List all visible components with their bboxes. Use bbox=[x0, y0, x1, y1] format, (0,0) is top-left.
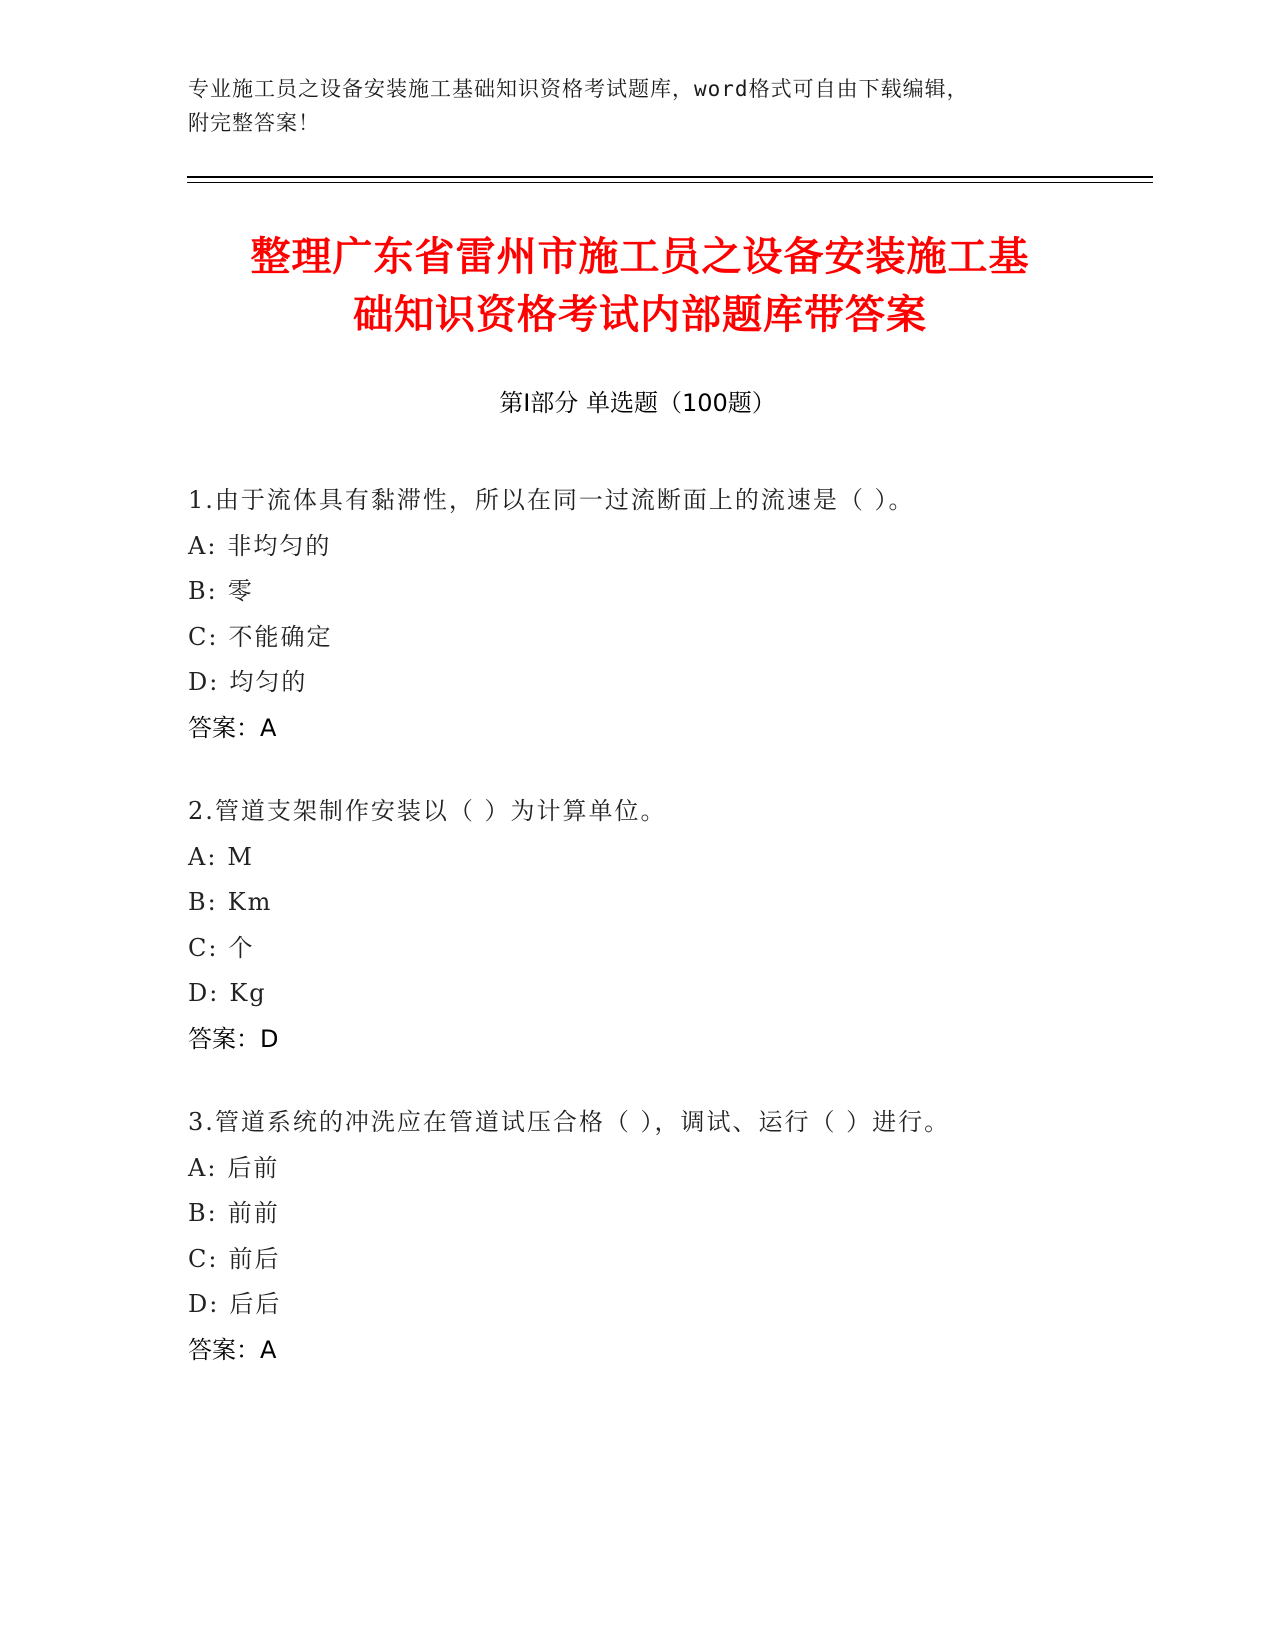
option-letter: C: bbox=[188, 1244, 219, 1273]
option-letter: A: bbox=[188, 531, 218, 560]
question-1 bbox=[188, 478, 1088, 751]
option-text: 前后 bbox=[228, 1244, 281, 1273]
option-letter: C: bbox=[188, 933, 219, 962]
option-text: 后前 bbox=[227, 1153, 280, 1182]
option-text: 前前 bbox=[227, 1199, 280, 1227]
option-text: 个 bbox=[228, 933, 255, 962]
question-2 bbox=[188, 789, 1088, 1062]
option-letter: D: bbox=[188, 979, 220, 1007]
option-text: 后后 bbox=[229, 1290, 282, 1318]
question-list bbox=[188, 478, 1088, 1411]
header-divider-thick bbox=[187, 176, 1153, 178]
option-text: 均匀的 bbox=[229, 668, 308, 696]
question-stem: 2.管道支架制作安装以（ ）为计算单位。 bbox=[188, 797, 667, 825]
option-text: Km bbox=[227, 888, 273, 916]
option-text: Kg bbox=[229, 979, 267, 1007]
option-text: M bbox=[227, 842, 254, 871]
option-d bbox=[188, 971, 1088, 1017]
question-3 bbox=[188, 1100, 1088, 1373]
option-letter: B: bbox=[188, 577, 218, 605]
option-b bbox=[188, 1191, 1088, 1237]
option-b bbox=[188, 569, 1088, 615]
question-stem: 3.管道系统的冲洗应在管道试压合格（ ），调试、运行（ ）进行。 bbox=[188, 1108, 951, 1136]
option-c bbox=[188, 615, 1088, 661]
header-note bbox=[188, 72, 1088, 140]
option-text: 非均匀的 bbox=[227, 531, 332, 560]
option-a bbox=[188, 1146, 1088, 1192]
option-letter: D: bbox=[188, 1290, 220, 1318]
option-letter: C: bbox=[188, 622, 219, 651]
header-divider-thin bbox=[187, 182, 1153, 183]
option-letter: A: bbox=[188, 1153, 218, 1182]
header-note-line-2: 附完整答案！ bbox=[188, 111, 320, 135]
option-a bbox=[188, 835, 1088, 881]
option-d bbox=[188, 1282, 1088, 1328]
option-letter: D: bbox=[188, 668, 220, 696]
option-text: 不能确定 bbox=[228, 622, 333, 651]
answer-line: 答案：A bbox=[188, 713, 277, 742]
option-text: 零 bbox=[227, 577, 254, 605]
answer-line: 答案：A bbox=[188, 1335, 277, 1364]
header-note-line-1: 专业施工员之设备安装施工基础知识资格考试题库，word格式可自由下载编辑， bbox=[188, 77, 969, 101]
document-title bbox=[180, 228, 1100, 344]
option-letter: B: bbox=[188, 1199, 218, 1227]
document-title-line-2: 础知识资格考试内部题库带答案 bbox=[353, 292, 927, 338]
option-letter: A: bbox=[188, 842, 218, 871]
section-heading: 第Ⅰ部分 单选题（100题） bbox=[499, 389, 776, 417]
option-letter: B: bbox=[188, 888, 218, 916]
option-a bbox=[188, 524, 1088, 570]
option-d bbox=[188, 660, 1088, 706]
document-title-line-1: 整理广东省雷州市施工员之设备安装施工基 bbox=[250, 234, 1030, 280]
question-stem: 1.由于流体具有黏滞性，所以在同一过流断面上的流速是（ ）。 bbox=[188, 486, 915, 514]
option-c bbox=[188, 926, 1088, 972]
option-b bbox=[188, 880, 1088, 926]
option-c bbox=[188, 1237, 1088, 1283]
answer-line: 答案：D bbox=[188, 1024, 279, 1053]
